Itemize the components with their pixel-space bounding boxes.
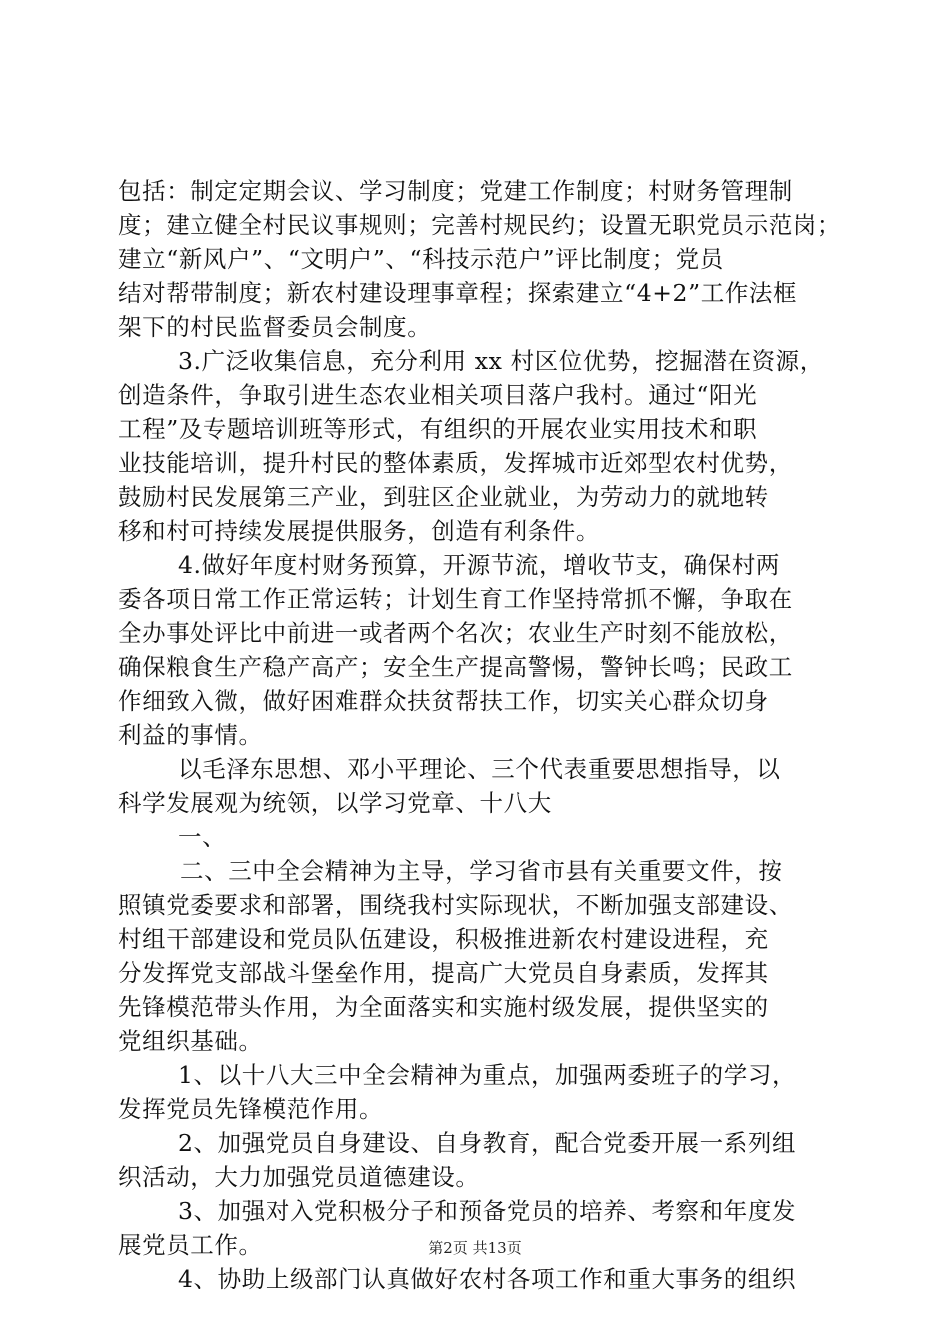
text-line: 全办事处评比中前进一或者两个名次；农业生产时刻不能放松， [118, 619, 793, 647]
text-line: 移和村可持续发展提供服务，创造有利条件。 [118, 517, 600, 545]
text-line: 4.做好年度村财务预算，开源节流，增收节支，确保村两 [178, 551, 781, 579]
text-line: 作细致入微，做好困难群众扶贫帮扶工作，切实关心群众切身 [118, 687, 769, 715]
text-line: 4、协助上级部门认真做好农村各项工作和重大事务的组织 [178, 1265, 797, 1293]
text-line: 展党员工作。 [118, 1231, 263, 1259]
text-line: 业技能培训，提升村民的整体素质，发挥城市近郊型农村优势， [118, 449, 793, 477]
text-line: 党组织基础。 [118, 1027, 263, 1055]
text-line: 建立“新风户”、“文明户”、“科技示范户”评比制度；党员 [118, 245, 724, 273]
text-line: 发挥党员先锋模范作用。 [118, 1095, 384, 1123]
text-line: 创造条件，争取引进生态农业相关项目落户我村。通过“阳光 [118, 381, 758, 409]
text-line: 1、以十八大三中全会精神为重点，加强两委班子的学习， [178, 1061, 797, 1089]
text-line: 包括：制定定期会议、学习制度；党建工作制度；村财务管理制 [118, 177, 793, 205]
text-line: 委各项日常工作正常运转；计划生育工作坚持常抓不懈，争取在 [118, 585, 793, 613]
text-line: 利益的事情。 [118, 721, 263, 749]
text-line: 鼓励村民发展第三产业，到驻区企业就业，为劳动力的就地转 [118, 483, 769, 511]
page-number-footer: 第2页 共13页 [428, 1239, 522, 1257]
text-line: 照镇党委要求和部署，围绕我村实际现状，不断加强支部建设、 [118, 891, 793, 919]
text-line: 2、加强党员自身建设、自身教育，配合党委开展一系列组 [178, 1129, 797, 1157]
text-line: 度；建立健全村民议事规则；完善村规民约；设置无职党员示范岗； [118, 211, 841, 239]
text-line: 先锋模范带头作用，为全面落实和实施村级发展，提供坚实的 [118, 993, 769, 1021]
text-line: 织活动，大力加强党员道德建设。 [118, 1163, 480, 1191]
text-line: 3、加强对入党积极分子和预备党员的培养、考察和年度发 [178, 1197, 797, 1225]
text-line: 确保粮食生产稳产高产；安全生产提高警惕，警钟长鸣；民政工 [118, 653, 793, 681]
text-line: 一、 [178, 823, 227, 851]
text-line: 结对帮带制度；新农村建设理事章程；探索建立“4+2”工作法框 [118, 279, 798, 307]
text-line: 工程”及专题培训班等形式，有组织的开展农业实用技术和职 [118, 415, 758, 443]
text-line: 以毛泽东思想、邓小平理论、三个代表重要思想指导，以 [178, 755, 781, 783]
text-line: 二、三中全会精神为主导，学习省市县有关重要文件，按 [180, 857, 783, 885]
text-line: 3.广泛收集信息，充分利用 xx 村区位优势，挖掘潜在资源， [178, 347, 824, 375]
text-line: 村组干部建设和党员队伍建设，积极推进新农村建设进程，充 [118, 925, 769, 953]
text-line: 分发挥党支部战斗堡垒作用，提高广大党员自身素质，发挥其 [118, 959, 769, 987]
text-line: 架下的村民监督委员会制度。 [118, 313, 432, 341]
text-line: 科学发展观为统领，以学习党章、十八大 [118, 789, 552, 817]
